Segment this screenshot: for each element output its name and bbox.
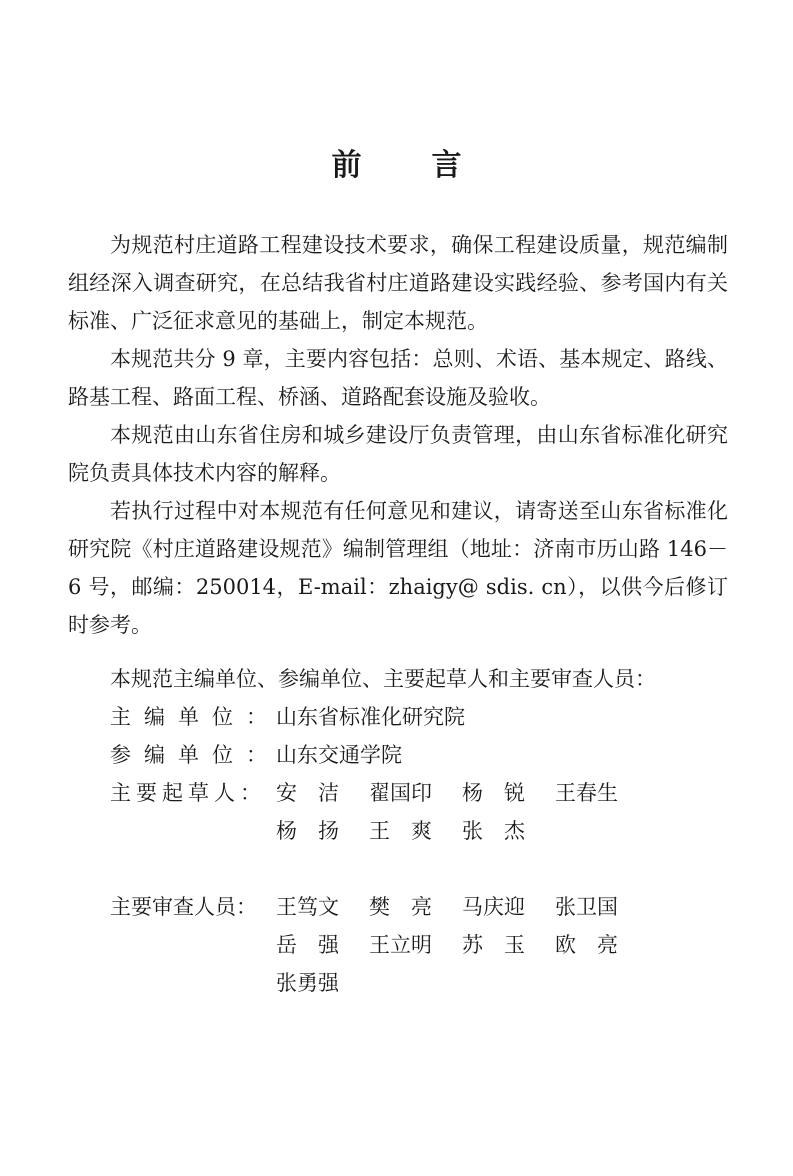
reviewers-label [110, 888, 276, 926]
reviewer-name: 岳 强 [276, 933, 339, 957]
chief-unit-label [110, 698, 280, 736]
drafter-name: 安 洁 [276, 781, 339, 805]
reviewers-row-1 [68, 888, 728, 926]
drafter-name: 翟国印 [369, 781, 432, 805]
drafter-name: 杨 扬 [276, 819, 339, 843]
reviewer-name: 王立明 [369, 933, 432, 957]
paragraph-management: 本规范由山东省住房和城乡建设厅负责管理，由山东省标准化研究院负责具体技术内容的解释。 [68, 423, 728, 485]
chief-unit-row [68, 698, 728, 736]
reviewer-name: 樊 亮 [369, 895, 432, 919]
participating-unit-row [68, 736, 728, 774]
title-char-2: 言 [431, 148, 462, 183]
reviewer-name: 马庆迎 [462, 895, 525, 919]
reviewer-name: 张卫国 [555, 895, 618, 919]
units-intro: 本规范主编单位、参编单位、主要起草人和主要审查人员： [110, 667, 656, 691]
chief-unit-value: 山东省标准化研究院 [276, 705, 465, 729]
participating-unit-label-text: 参编单位： [110, 743, 280, 767]
participating-unit-label [110, 736, 280, 774]
drafters-names-1 [276, 774, 728, 812]
drafters-names-2 [276, 812, 728, 850]
reviewer-name: 王笃文 [276, 895, 339, 919]
reviewers-names-1 [276, 888, 728, 926]
participating-unit-value: 山东交通学院 [276, 743, 402, 767]
drafter-name: 杨 锐 [462, 781, 525, 805]
drafter-name: 张 杰 [462, 819, 525, 843]
reviewer-name: 苏 玉 [462, 933, 525, 957]
paragraph-contents: 本规范共分 9 章，主要内容包括：总则、术语、基本规定、路线、路基工程、路面工程、桥涵、道路配套设施及验收。 [68, 347, 728, 409]
drafter-name: 王春生 [555, 781, 618, 805]
reviewer-name: 欧 亮 [555, 933, 618, 957]
reviewers-row-2 [68, 926, 728, 964]
drafter-name: 王 爽 [369, 819, 432, 843]
reviewers-names-2 [276, 926, 728, 964]
reviewers-names-3 [276, 964, 728, 1002]
reviewers-label-text: 主要审查人员： [110, 895, 257, 919]
reviewer-name: 张勇强 [276, 971, 339, 995]
preface-body [68, 226, 728, 644]
drafters-row-2 [68, 812, 728, 850]
drafters-label-text: 主要起草人： [110, 781, 266, 805]
personnel-list [68, 660, 728, 1002]
reviewers-row-3 [68, 964, 728, 1002]
paragraph-feedback: 若执行过程中对本规范有任何意见和建议，请寄送至山东省标准化研究院《村庄道路建设规范》编制管理组（地址：济南市历山路 146－6 号，邮编：250014，E-mail：zhaigy@ sdis. cn），以供今后修订时参考。 [68, 499, 728, 637]
paragraph-purpose: 为规范村庄道路工程建设技术要求，确保工程建设质量，规范编制组经深入调查研究，在总结我省村庄道路建设实践经验、参考国内有关标准、广泛征求意见的基础上，制定本规范。 [68, 233, 728, 333]
chief-unit-label-text: 主编单位： [110, 705, 280, 729]
title-char-1: 前 [331, 148, 362, 183]
drafters-label [110, 774, 276, 812]
drafters-row-1 [68, 774, 728, 812]
page-title [0, 140, 793, 184]
